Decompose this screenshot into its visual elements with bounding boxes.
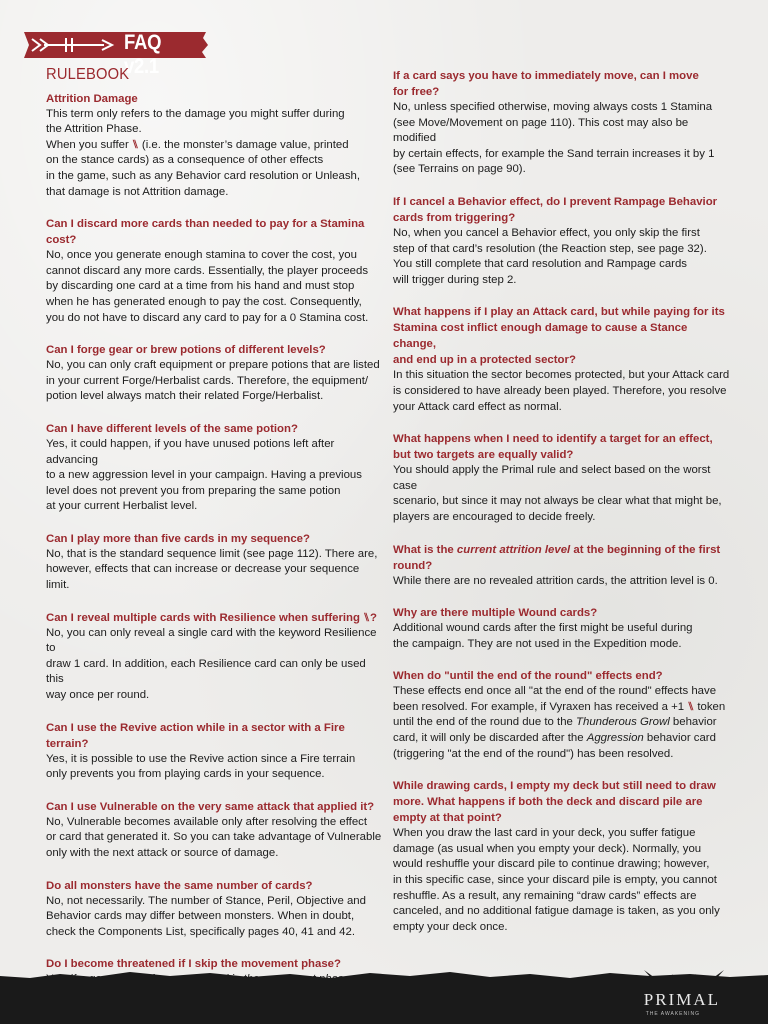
faq-answer: No, Vulnerable becomes available only after resolving the effect or card that generated it. So you can take advantage of Vulnerable only with the next attack or source of damage. xyxy=(46,815,382,859)
faq-answer: These effects end once all "at the end of the round" effects have been resolved. For example, if Vyraxen has received a +1 ⑊ token until the end of the round due to the Thunderous Growl behavior card, it will only be discarded after the Aggression behavior card (triggering "at the end of the round") has been resolved. xyxy=(393,685,726,760)
faq-question: Why are there multiple Wound cards? xyxy=(393,607,598,620)
faq-question: While drawing cards, I empty my deck but still need to draw more. What happens if both the deck and discard pile are empty at that point? xyxy=(393,780,716,825)
faq-question: Do I become threatened if I skip the movement phase? xyxy=(46,958,341,971)
faq-answer: This term only refers to the damage you might suffer during the Attrition Phase. When you suffer ⑊ (i.e. the monster’s damage value, printed on the stance cards) as a consequence of other effects in the game, such as any Behavior card resolution or Unleash, that damage is not Attrition damage. xyxy=(46,107,361,198)
faq-answer: No, when you cancel a Behavior effect, you only skip the first step of that card’s resolution (the Reaction step, see page 32). You still complete that card resolution and Rampage cards will trigger during step 2. xyxy=(393,226,707,286)
faq-answer: No, once you generate enough stamina to cover the cost, you cannot discard any more cards. Essentially, the player proceeds by discarding one card at a time from his hand and must stop when he has generated enough to pay the cost. Consequently, you do not have to discard any card to pay for a 0 Stamina cost. xyxy=(46,249,369,324)
faq-question: Can I have different levels of the same potion? xyxy=(46,422,298,435)
left-column xyxy=(46,67,382,1020)
faq-question: When do "until the end of the round" effects end? xyxy=(393,670,663,683)
faq-question: Can I play more than five cards in my sequence? xyxy=(46,532,310,545)
faq-answer: No, that is the standard sequence limit (see page 112). There are, however, effects that can increase or decrease your sequence limit. xyxy=(46,547,378,592)
claw-damage-icon: ⑊ xyxy=(687,700,695,713)
faq-entry xyxy=(393,304,731,415)
faq-answer: Yes, it is possible to use the Revive action since a Fire terrain only prevents you from playing cards in your sequence. xyxy=(46,752,356,781)
faq-entry xyxy=(393,194,731,288)
page-title: FAQ v2.1 xyxy=(124,31,162,78)
faq-entry xyxy=(46,720,382,783)
faq-question: What is the current attrition level at the beginning of the first round? xyxy=(393,543,721,572)
logo-subtitle: THE AWAKENING xyxy=(645,1011,700,1017)
faq-answer: In this situation the sector becomes protected, but your Attack card is considered to have already been played. Therefore, you resolve your Attack card effect as normal. xyxy=(393,369,730,413)
faq-answer: While there are no revealed attrition cards, the attrition level is 0. xyxy=(393,574,718,587)
faq-entry xyxy=(46,878,382,941)
faq-answer: No, you can only craft equipment or prepare potions that are listed in your current Forge/Herbalist cards. Therefore, the equipment/ potion level always match their related Forge/Herbalist. xyxy=(46,359,380,403)
faq-answer: You should apply the Primal rule and select based on the worst case scenario, but since it may not always be clear what that might be, players are encouraged to decide freely. xyxy=(393,464,722,523)
faq-question: Do all monsters have the same number of cards? xyxy=(46,879,313,892)
faq-question: If I cancel a Behavior effect, do I prevent Rampage Behavior cards from triggering? xyxy=(393,195,718,224)
faq-entry xyxy=(393,668,731,762)
faq-question: Can I forge gear or brew potions of different levels? xyxy=(46,344,326,357)
faq-question: What happens if I play an Attack card, but while paying for its Stamina cost inflict enough damage to cause a Stance change, and end up in a protected sector? xyxy=(393,306,725,367)
faq-entry xyxy=(393,68,731,178)
faq-answer: No, you can only reveal a single card with the keyword Resilience to draw 1 card. In addition, each Resilience card can only be used this way once per round. xyxy=(46,626,377,702)
faq-answer: When you draw the last card in your deck, you suffer fatigue damage (as usual when you empty your deck). Normally, you would reshuffle your discard pile to continue drawing; however, in this specific case, since your discard pile is empty, you cannot reshuffle. As a result, any remaining “draw cards” effects are canceled, and no additional fatigue damage is taken, as you only empty your deck once. xyxy=(393,827,720,933)
faq-answer: Yes, it could happen, if you have unused potions left after advancing to a new aggression level in your campaign. Having a previous level does not prevent you from preparing the same potion at your current Herbalist level. xyxy=(46,437,362,513)
faq-question: Can I reveal multiple cards with Resilience when suffering ⑊? xyxy=(46,611,377,624)
faq-entry xyxy=(46,91,382,201)
faq-entry xyxy=(393,605,731,652)
faq-entry xyxy=(46,216,382,326)
faq-question: Can I use the Revive action while in a sector with a Fire terrain? xyxy=(46,721,345,750)
faq-entry xyxy=(46,531,382,594)
faq-entry xyxy=(393,542,731,590)
claw-damage-icon: ⑊ xyxy=(131,138,139,151)
right-column xyxy=(393,68,731,951)
faq-answer: Additional wound cards after the first might be useful during the campaign. They are not used in the Expedition mode. xyxy=(393,622,693,650)
claw-damage-icon: ⑊ xyxy=(363,611,370,624)
faq-question: Attrition Damage xyxy=(46,92,138,105)
faq-answer: No, not necessarily. The number of Stance, Peril, Objective and Behavior cards may differ between monsters. When in doubt, check the Components List, specifically pages 40, 41 and 42. xyxy=(46,894,366,938)
faq-question: What happens when I need to identify a target for an effect, but two targets are equally valid? xyxy=(393,433,713,462)
faq-question: If a card says you have to immediately move, can I move for free? xyxy=(393,70,699,98)
faq-entry xyxy=(46,799,382,862)
faq-question: Can I discard more cards than needed to pay for a Stamina cost? xyxy=(46,218,365,247)
faq-entry xyxy=(46,610,382,704)
section-title: RULEBOOK xyxy=(46,66,130,83)
faq-entry xyxy=(46,421,382,515)
faq-entry xyxy=(46,342,382,405)
faq-answer: No, unless specified otherwise, moving always costs 1 Stamina (see Move/Movement on page 110). This cost may also be modified by certain effects, for example the Sand terrain increases it by 1 (see Terrains on page 90). xyxy=(393,101,715,176)
faq-question: Can I use Vulnerable on the very same attack that applied it? xyxy=(46,800,375,813)
primal-logo: PRIMAL xyxy=(643,990,720,1009)
faq-entry xyxy=(393,778,731,935)
faq-entry xyxy=(393,431,731,525)
crown-logo-icon xyxy=(642,966,726,992)
